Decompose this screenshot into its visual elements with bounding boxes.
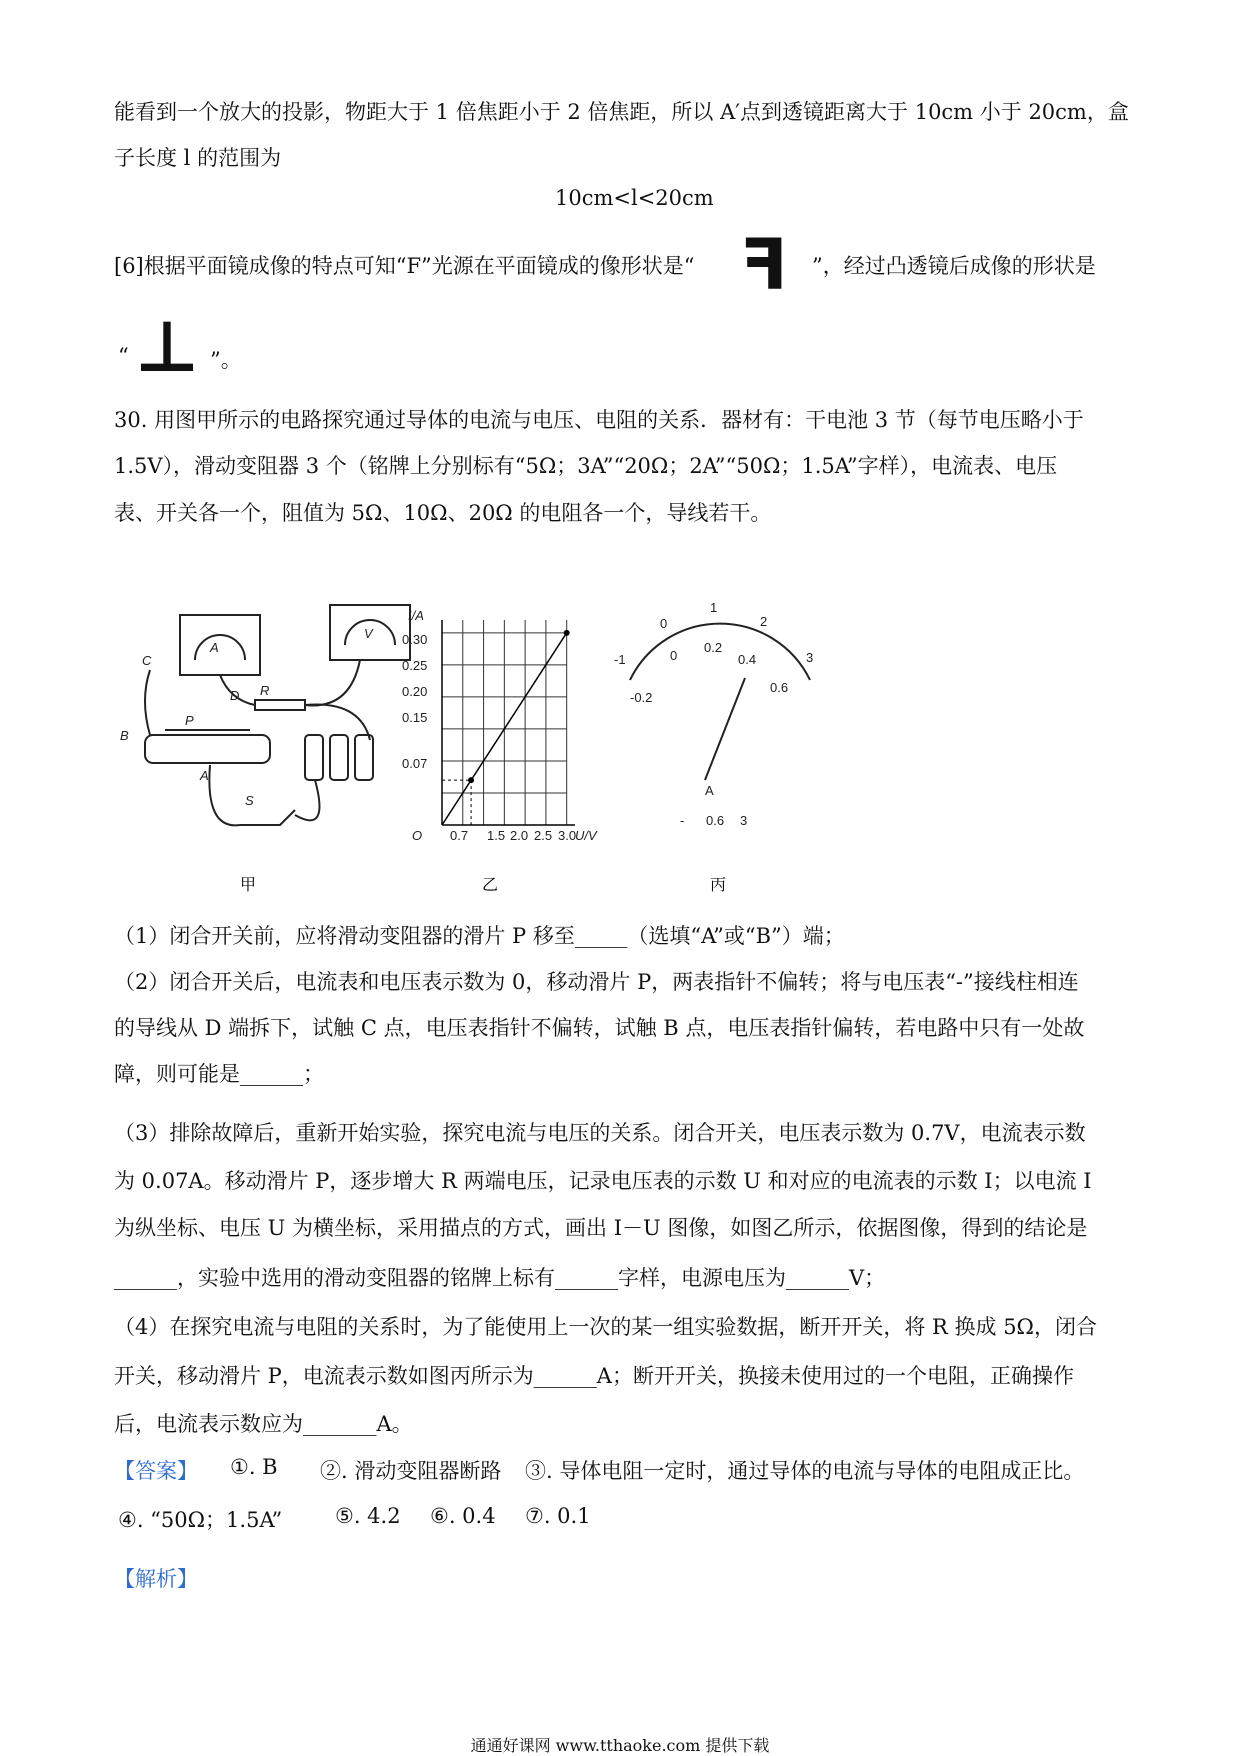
part-2: 障，则可能是______； (114, 1062, 324, 1086)
point-d-label: D (230, 688, 240, 703)
iu-chart (442, 620, 575, 825)
part-4: 后，电流表示数应为_______A。 (114, 1412, 413, 1436)
part-1: （1）闭合开关前，应将滑动变阻器的滑片 P 移至_____（选填“A”或“B”）端； (114, 924, 845, 948)
text-line: 子长度 l 的范围为 (114, 146, 282, 170)
text-line: [6]根据平面镜成像的特点可知“F”光源在平面镜成的像形状是“ (114, 254, 695, 278)
part-3: 为纵坐标、电压 U 为横坐标，采用描点的方式，画出 I－U 图像，如图乙所示，依据图像，得到的结论是 (114, 1216, 1088, 1240)
text-line: ”。 (210, 348, 242, 372)
xtick-label: 2.5 (534, 828, 553, 843)
caption-jia: 甲 (240, 875, 257, 894)
rheostat-icon (145, 735, 270, 763)
part-3: 为 0.07A。移动滑片 P，逐步增大 R 两端电压，记录电压表的示数 U 和对应的电流表的示数 I；以电流 I (114, 1169, 1092, 1193)
terminal-label: - (680, 813, 685, 828)
mirror-image-glyph: ꟻ (740, 224, 788, 306)
question-30-line: 1.5V），滑动变阻器 3 个（铭牌上分别标有“5Ω；3A”“20Ω；2A”“50Ω；1.5A”字样），电流表、电压 (114, 454, 1058, 478)
battery-icon (355, 735, 373, 780)
slider-p-label: P (185, 713, 194, 728)
part-3: ______，实验中选用的滑动变阻器的铭牌上标有______字样，电源电压为______V； (114, 1266, 886, 1290)
xtick-label: 2.0 (510, 828, 529, 843)
text-line: 能看到一个放大的投影，物距大于 1 倍焦距小于 2 倍焦距，所以 A′点到透镜距离大于 10cm 小于 20cm，盒 (114, 100, 1129, 124)
ytick-label: 0.25 (402, 658, 428, 673)
caption-yi: 乙 (482, 875, 499, 894)
xtick-label: 3.0 (558, 828, 577, 843)
part-2: （2）闭合开关后，电流表和电压表示数为 0，移动滑片 P，两表指针不偏转；将与电压表“-”接线柱相连 (114, 970, 1079, 994)
text-line: ”，经过凸透镜后成像的形状是 (812, 254, 1096, 278)
switch-icon (240, 810, 295, 825)
dial-inner-tick: 0.2 (704, 640, 723, 655)
ammeter-icon (180, 615, 260, 675)
dial-inner-tick: -0.2 (630, 690, 653, 705)
dial-inner-tick: 0.6 (770, 680, 789, 695)
dial-outer-tick: 0 (660, 616, 668, 631)
point-b-label: B (120, 728, 129, 743)
text-line: “ (118, 344, 129, 368)
answer-item: ②. 滑动变阻器断路 (320, 1459, 502, 1483)
battery-icon (305, 735, 323, 780)
caption-bing: 丙 (710, 875, 727, 894)
ytick-label: 0.30 (402, 632, 428, 647)
dial-outer-tick: -1 (614, 652, 626, 667)
point-c-label: C (142, 653, 152, 668)
switch-s-label: S (245, 793, 254, 808)
terminal-label: 0.6 (706, 813, 725, 828)
question-30-line: 30. 用图甲所示的电路探究通过导体的电流与电压、电阻的关系．器材有：干电池 3 节（每节电压略小于 (114, 408, 1084, 432)
figure-group (120, 600, 940, 900)
dial-outer-tick: 1 (710, 600, 718, 615)
chart-ylabel: I/A (408, 608, 424, 623)
footer-text: 通通好课网 www.tthaoke.com 提供下载 (470, 1736, 770, 1755)
part-3: （3）排除故障后，重新开始实验，探究电流与电压的关系。闭合开关，电压表示数为 0.7V，电流表示数 (114, 1121, 1086, 1145)
ytick-label: 0.07 (402, 756, 428, 771)
ytick-label: 0.20 (402, 684, 428, 699)
voltmeter-label: V (364, 626, 373, 641)
part-4: （4）在探究电流与电阻的关系时，为了能使用上一次的某一组实验数据，断开开关，将 R 换成 5Ω，闭合 (114, 1315, 1097, 1339)
resistor-icon (255, 700, 305, 710)
formula: 10cm<l<20cm (555, 186, 714, 210)
dial-inner-tick: 0.4 (738, 652, 757, 667)
dial-outer-tick: 3 (806, 650, 814, 665)
resistor-r-label: R (260, 683, 270, 698)
ammeter-label: A (210, 640, 219, 655)
answer-item: ①. B (230, 1455, 278, 1479)
part-2: 的导线从 D 端拆下，试触 C 点，电压表指针不偏转，试触 B 点，电压表指针偏转，若电路中只有一处故 (114, 1016, 1085, 1040)
question-30-line: 表、开关各一个，阻值为 5Ω、10Ω、20Ω 的电阻各一个，导线若干。 (114, 501, 772, 525)
analysis-label: 【解析】 (114, 1567, 198, 1591)
chart-point (564, 630, 570, 636)
answer-item: ⑤. 4.2 (335, 1504, 401, 1528)
ytick-label: 0.15 (402, 710, 428, 725)
xtick-label: 0.7 (450, 828, 469, 843)
part-4: 开关，移动滑片 P，电流表示数如图丙所示为______A；断开开关，换接未使用过的一个电阻，正确操作 (114, 1364, 1074, 1388)
chart-xlabel: U/V (575, 828, 597, 843)
answer-item: ③. 导体电阻一定时，通过导体的电流与导体的电阻成正比。 (525, 1459, 1085, 1483)
dial-inner-tick: 0 (670, 648, 678, 663)
answer-item: ⑥. 0.4 (430, 1504, 496, 1528)
dial-outer-tick: 2 (760, 614, 768, 629)
dial-unit-label: A (705, 783, 714, 798)
terminal-label: 3 (740, 813, 748, 828)
answer-item: ⑦. 0.1 (525, 1504, 591, 1528)
xtick-label: 1.5 (487, 828, 506, 843)
point-a-label: A (200, 768, 209, 783)
answer-label: 【答案】 (114, 1459, 198, 1483)
lens-image-glyph: ⊥ (135, 306, 199, 388)
chart-origin: O (412, 828, 423, 843)
battery-icon (330, 735, 348, 780)
answer-item: ④. “50Ω；1.5A” (118, 1508, 283, 1532)
